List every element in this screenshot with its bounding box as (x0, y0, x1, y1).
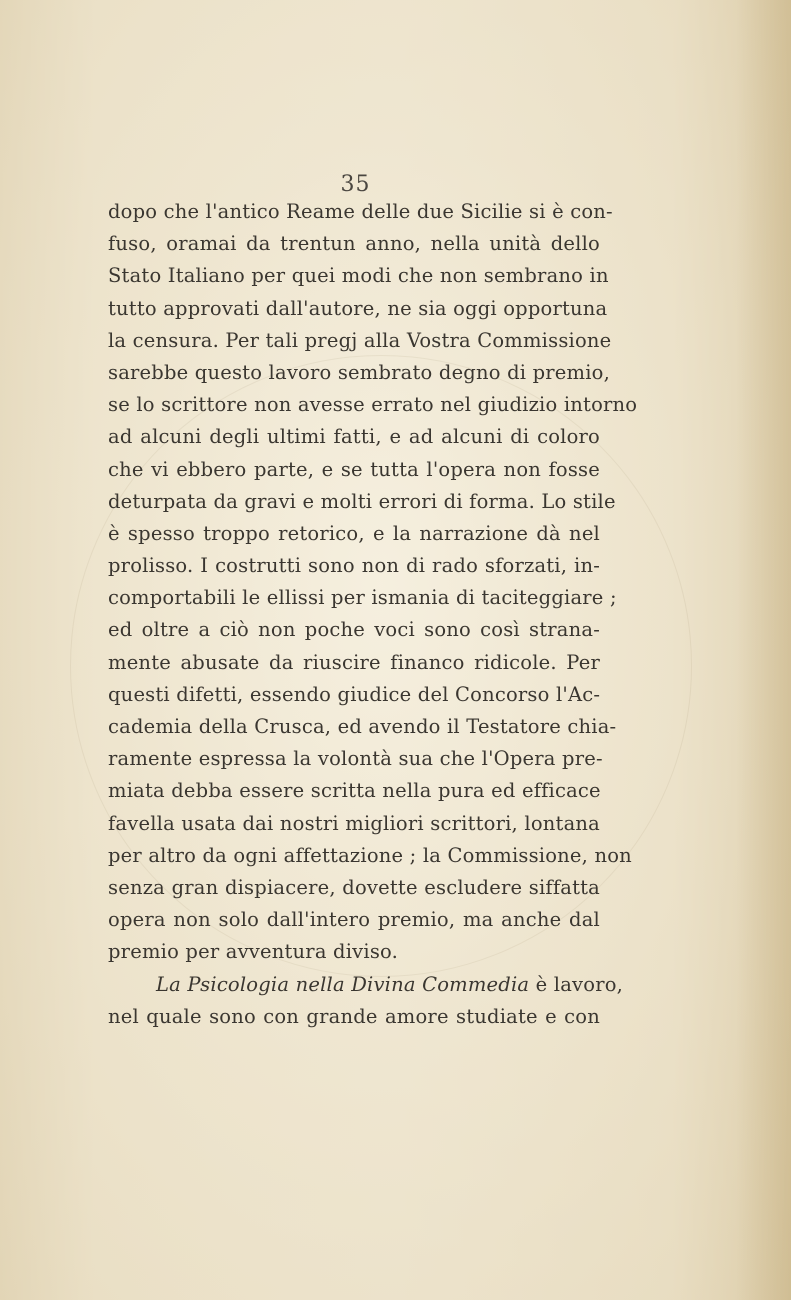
text-line: favella usata dai nostri migliori scrittori, lontana (108, 811, 600, 835)
text-line: mente abusate da riuscire financo ridicole. Per (108, 650, 600, 674)
page-edge-shadow (736, 0, 791, 1300)
work-title: La Psicologia nella Divina Commedia (156, 972, 530, 996)
body-text (108, 196, 638, 1033)
text-line: la censura. Per tali pregj alla Vostra Commissione (108, 328, 612, 352)
text-line: ad alcuni degli ultimi fatti, e ad alcuni di coloro (108, 425, 600, 449)
text-line: questi difetti, essendo giudice del Concorso l'Ac- (108, 682, 601, 706)
text-line: senza gran dispiacere, dovette escludere siffatta (108, 875, 600, 899)
paragraph-1 (108, 196, 638, 969)
text-line: è spesso troppo retorico, e la narrazione dà nel (108, 521, 600, 545)
text-line: deturpata da gravi e molti errori di forma. Lo stile (108, 489, 616, 513)
text-line: comportabili le ellissi per ismania di taciteggiare ; (108, 586, 617, 610)
text-line: dopo che l'antico Reame delle due Sicilie si è con- (108, 200, 613, 223)
text-line: prolisso. I costrutti sono non di rado sforzati, in- (108, 554, 600, 578)
text-line: per altro da ogni affettazione ; la Commissione, non (108, 843, 632, 867)
text-line: miata debba essere scritta nella pura ed efficace (108, 779, 601, 803)
text-line: che vi ebbero parte, e se tutta l'opera non fosse (108, 457, 600, 481)
text-line: ed oltre a ciò non poche voci sono così strana- (108, 618, 600, 642)
text-line: opera non solo dall'intero premio, ma anche dal (108, 908, 600, 932)
text-line: fuso, oramai da trentun anno, nella unità dello (108, 232, 600, 256)
paragraph-2-line-1-rest: è lavoro, (529, 972, 624, 996)
text-line: Stato Italiano per quei modi che non sembrano in (108, 264, 609, 288)
text-line: cademia della Crusca, ed avendo il Testatore chia- (108, 715, 617, 738)
text-line: premio per avventura diviso. (108, 940, 399, 964)
text-line: se lo scrittore non avesse errato nel giudizio intorno (108, 393, 638, 417)
text-line: sarebbe questo lavoro sembrato degno di premio, (108, 360, 611, 384)
paragraph-2-line-1 (108, 969, 624, 1001)
page-number: 35 (340, 172, 371, 197)
text-line: tutto approvati dall'autore, ne sia oggi opportuna (108, 296, 608, 320)
paragraph-2-line-2: nel quale sono con grande amore studiate e con (108, 1004, 600, 1028)
text-line: ramente espressa la volontà sua che l'Opera pre- (108, 747, 603, 771)
